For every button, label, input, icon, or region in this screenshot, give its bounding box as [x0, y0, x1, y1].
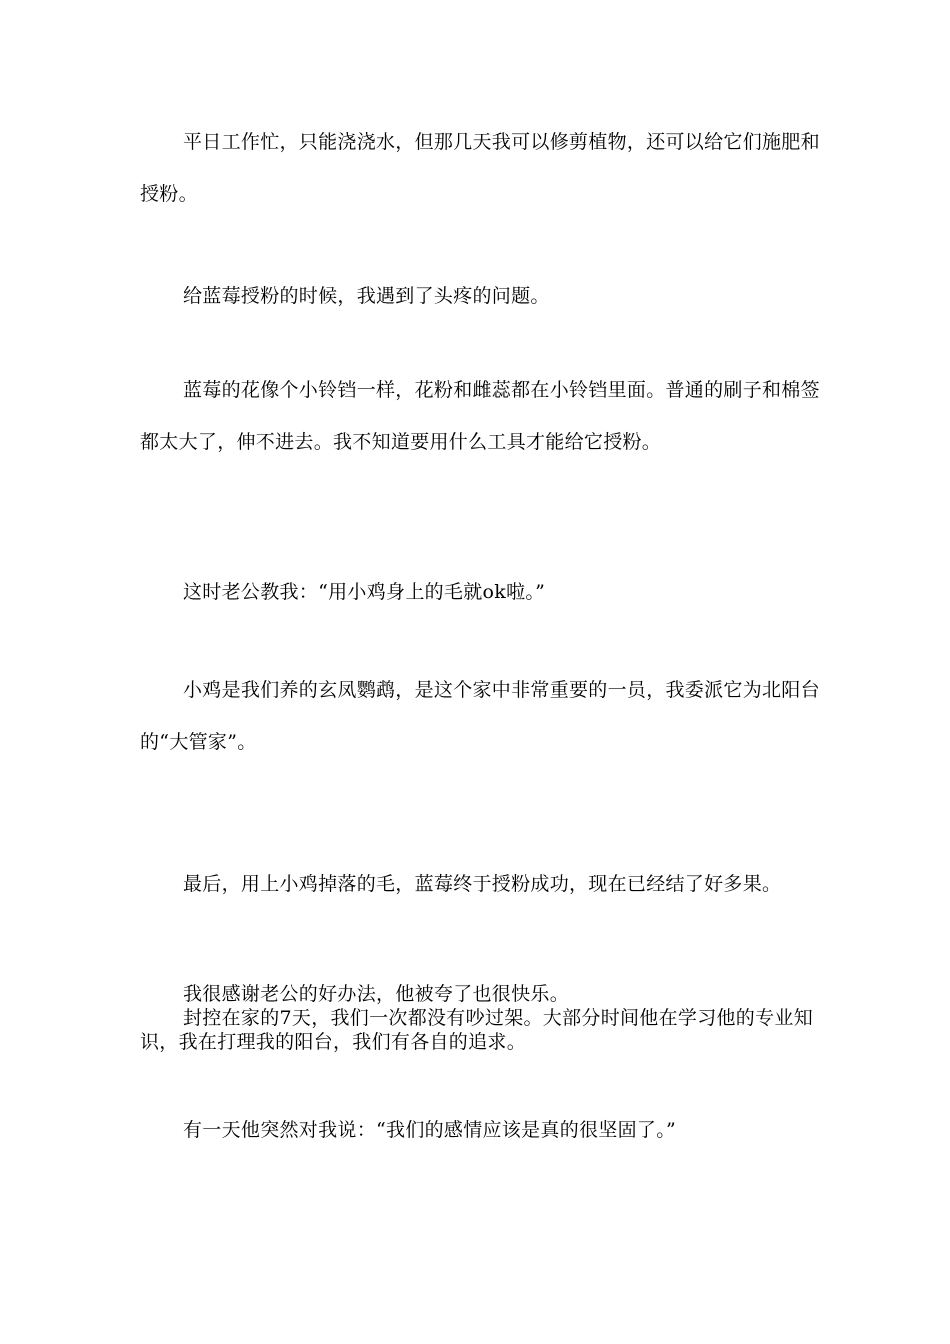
paragraph-pollination-success: 最后，用上小鸡掉落的毛，蓝莓终于授粉成功，现在已经结了好多果。 — [183, 873, 782, 895]
paragraph-cockatiel-steward: 小鸡是我们养的玄凤鹦鹉，是这个家中非常重要的一员，我委派它为北阳台的“大管家”。 — [140, 679, 820, 753]
paragraph-blueberry-problem: 给蓝莓授粉的时候，我遇到了头疼的问题。 — [183, 285, 550, 307]
paragraph-pruning-and-pollinating: 平日工作忙，只能浇浇水，但那几天我可以修剪植物，还可以给它们施肥和授粉。 — [140, 131, 820, 205]
paragraph-husband-advice: 这时老公教我：“用小鸡身上的毛就ok啦。” — [183, 581, 546, 603]
paragraph-strong-relationship: 有一天他突然对我说：“我们的感情应该是真的很坚固了。” — [183, 1119, 677, 1141]
paragraph-seven-days-lockdown: 封控在家的7天，我们一次都没有吵过架。大部分时间他在学习他的专业知识，我在打理我的阳台，我们有各自的追求。 — [140, 1007, 813, 1053]
paragraph-bell-shaped-flowers: 蓝莓的花像个小铃铛一样，花粉和雌蕊都在小铃铛里面。普通的刷子和棉签都太大了，伸不进去。我不知道要用什么工具才能给它授粉。 — [140, 379, 820, 453]
paragraph-gratitude: 我很感谢老公的好办法，他被夸了也很快乐。 — [183, 983, 570, 1005]
